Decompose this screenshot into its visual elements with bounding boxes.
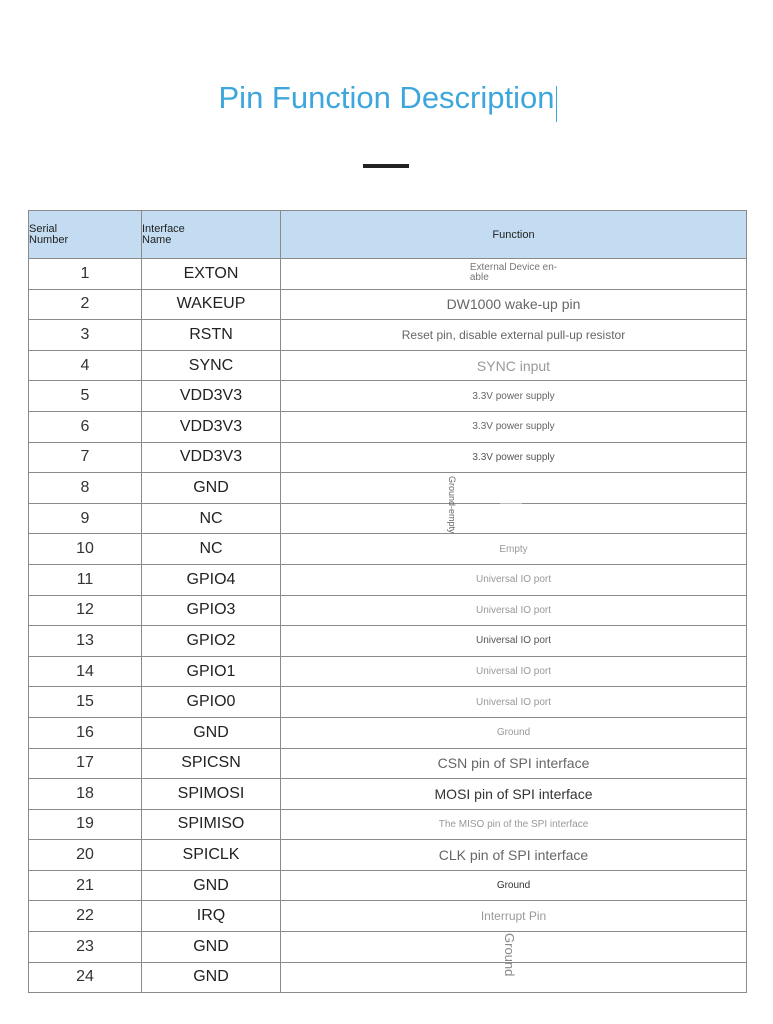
cell-interface: SYNC <box>142 350 281 381</box>
cell-serial: 21 <box>29 870 142 901</box>
table-row <box>29 870 747 901</box>
cell-serial: 8 <box>29 473 142 504</box>
header-function: Function <box>281 211 747 259</box>
cell-function: MOSI pin of SPI interface <box>281 779 747 810</box>
table-row <box>29 962 747 993</box>
cell-function: Universal IO port <box>281 626 747 657</box>
cell-interface: GPIO3 <box>142 595 281 626</box>
merged-function-8-9: Ground-empty <box>447 476 457 534</box>
cell-interface: GPIO1 <box>142 656 281 687</box>
cell-function: 3.3V power supply <box>281 381 747 412</box>
cell-interface: GND <box>142 870 281 901</box>
cell-function: Universal IO port <box>281 564 747 595</box>
cell-function: CSN pin of SPI interface <box>281 748 747 779</box>
table-row <box>29 932 747 963</box>
table-row <box>29 289 747 320</box>
cell-function: Reset pin, disable external pull-up resistor <box>281 320 747 351</box>
table-row <box>29 259 747 290</box>
cell-serial: 11 <box>29 564 142 595</box>
cell-function: Ground <box>281 870 747 901</box>
cell-serial: 19 <box>29 809 142 840</box>
cell-function <box>281 473 747 504</box>
cell-interface: VDD3V3 <box>142 411 281 442</box>
cell-interface: VDD3V3 <box>142 442 281 473</box>
table-row <box>29 564 747 595</box>
cell-interface: GND <box>142 962 281 993</box>
cell-function: Empty <box>281 534 747 565</box>
cell-serial: 9 <box>29 503 142 534</box>
cell-interface: SPICLK <box>142 840 281 871</box>
table-row <box>29 626 747 657</box>
table-row <box>29 411 747 442</box>
cell-function: DW1000 wake-up pin <box>281 289 747 320</box>
table-row <box>29 840 747 871</box>
page-title: Pin Function Description <box>218 80 555 115</box>
cell-function: 3.3V power supply <box>281 442 747 473</box>
table-header-row <box>29 211 747 259</box>
cell-interface: GND <box>142 717 281 748</box>
cell-interface: SPIMISO <box>142 809 281 840</box>
cell-serial: 23 <box>29 932 142 963</box>
cell-serial: 14 <box>29 656 142 687</box>
table-row <box>29 779 747 810</box>
cell-serial: 18 <box>29 779 142 810</box>
cell-interface: SPIMOSI <box>142 779 281 810</box>
cell-function: Interrupt Pin <box>281 901 747 932</box>
cell-function: SYNC input <box>281 350 747 381</box>
cell-serial: 22 <box>29 901 142 932</box>
header-serial-number: Serial Number <box>29 211 142 259</box>
table-row <box>29 534 747 565</box>
cell-interface: WAKEUP <box>142 289 281 320</box>
cell-interface: EXTON <box>142 259 281 290</box>
cell-serial: 16 <box>29 717 142 748</box>
cell-interface: SPICSN <box>142 748 281 779</box>
table-row <box>29 656 747 687</box>
cell-serial: 2 <box>29 289 142 320</box>
table-row <box>29 717 747 748</box>
cell-serial: 10 <box>29 534 142 565</box>
cell-serial: 24 <box>29 962 142 993</box>
cell-function: Universal IO port <box>281 595 747 626</box>
merged-function-23-24: Ground <box>502 933 517 977</box>
table-row <box>29 473 747 504</box>
cell-interface: GPIO4 <box>142 564 281 595</box>
cell-interface: IRQ <box>142 901 281 932</box>
cell-function: CLK pin of SPI interface <box>281 840 747 871</box>
cell-serial: 5 <box>29 381 142 412</box>
cell-serial: 3 <box>29 320 142 351</box>
cell-interface: GPIO2 <box>142 626 281 657</box>
cell-serial: 12 <box>29 595 142 626</box>
cell-serial: 6 <box>29 411 142 442</box>
cell-serial: 13 <box>29 626 142 657</box>
cell-function: Ground <box>281 717 747 748</box>
cell-function <box>281 503 747 534</box>
table-row <box>29 687 747 718</box>
cell-serial: 17 <box>29 748 142 779</box>
cell-interface: NC <box>142 534 281 565</box>
cell-interface: NC <box>142 503 281 534</box>
table-row <box>29 748 747 779</box>
cell-function: Universal IO port <box>281 656 747 687</box>
title-divider <box>363 164 409 168</box>
cell-serial: 20 <box>29 840 142 871</box>
text-cursor <box>556 86 557 122</box>
divider-stub <box>500 503 522 504</box>
table-row <box>29 381 747 412</box>
cell-interface: GPIO0 <box>142 687 281 718</box>
table-row <box>29 595 747 626</box>
cell-interface: GND <box>142 473 281 504</box>
cell-function: The MISO pin of the SPI interface <box>281 809 747 840</box>
table-row <box>29 809 747 840</box>
cell-serial: 1 <box>29 259 142 290</box>
cell-interface: GND <box>142 932 281 963</box>
table-row <box>29 350 747 381</box>
cell-interface: VDD3V3 <box>142 381 281 412</box>
table-row <box>29 503 747 534</box>
table-row <box>29 320 747 351</box>
cell-serial: 15 <box>29 687 142 718</box>
table-row <box>29 901 747 932</box>
header-interface-name: Interface Name <box>142 211 281 259</box>
cell-serial: 7 <box>29 442 142 473</box>
table-row <box>29 442 747 473</box>
cell-function: 3.3V power supply <box>281 411 747 442</box>
cell-interface: RSTN <box>142 320 281 351</box>
cell-function: External Device en- able <box>281 259 747 290</box>
cell-function: Universal IO port <box>281 687 747 718</box>
cell-serial: 4 <box>29 350 142 381</box>
pin-table <box>28 210 747 993</box>
